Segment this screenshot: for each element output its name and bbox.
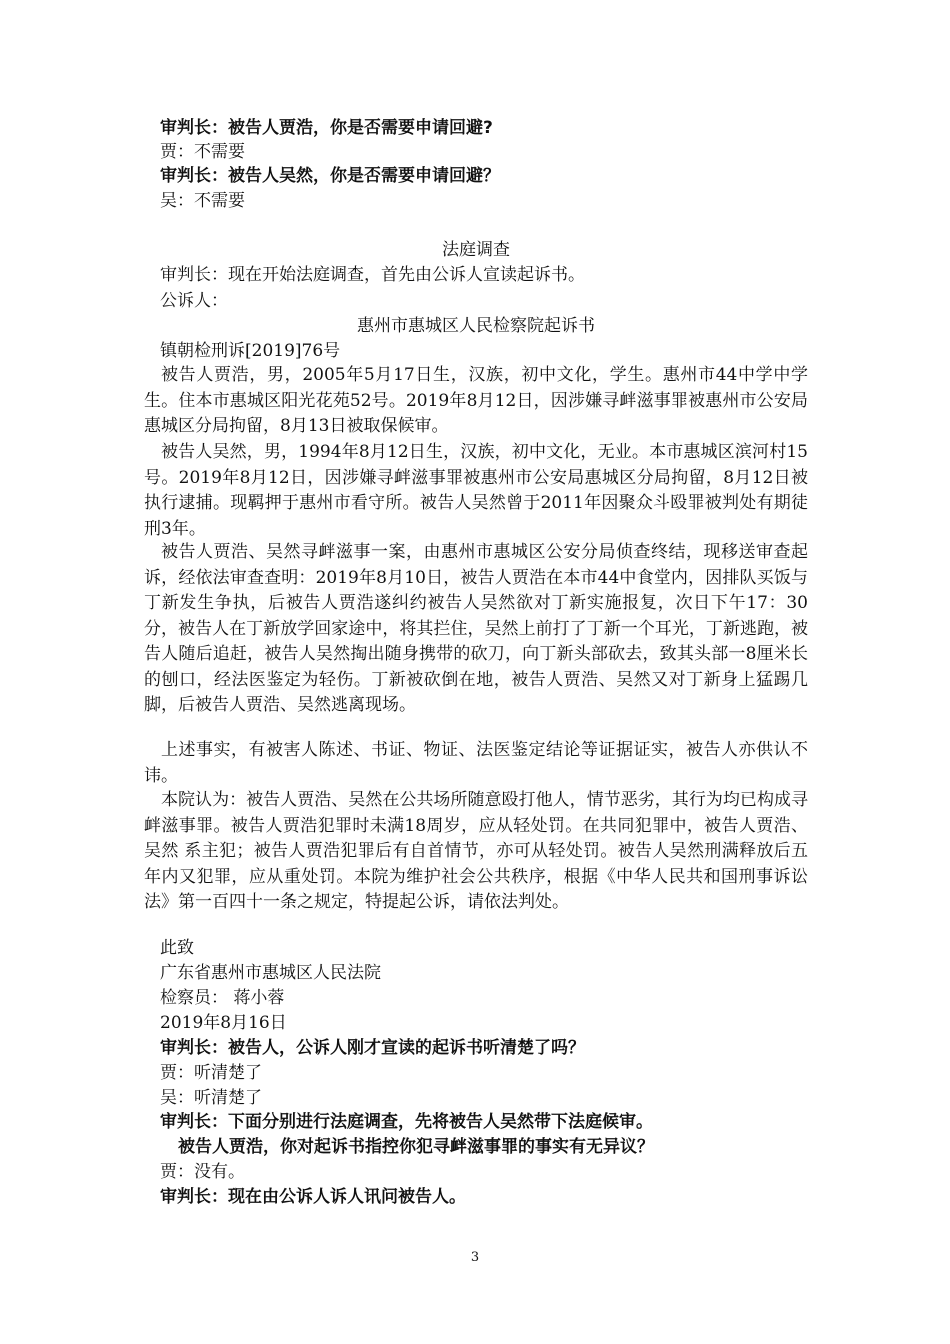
utterance: 不需要 xyxy=(194,142,245,162)
closing-line: 检察员： 蒋小蓉 xyxy=(160,988,285,1008)
utterance: 听清楚了 xyxy=(194,1063,262,1083)
dialogue-line xyxy=(160,1061,262,1085)
utterance: 被告人吴然，你是否需要申请回避？ xyxy=(228,166,500,186)
dialogue-line xyxy=(160,263,585,287)
closing-line: 广东省惠州市惠城区人民法院 xyxy=(160,963,381,983)
speaker: 审判长： xyxy=(160,265,228,285)
speaker: 审判长： xyxy=(160,118,228,138)
indictment-paragraph: 被告人贾浩、吴然寻衅滋事一案，由惠州市惠城区公安分局侦查终结，现移送审查起诉，经依法审查查明：2019年8月10日，被告人贾浩在本市44中食堂内，因排队买饭与丁新发生争执，后被告人贾浩遂纠约被告人吴然欲对丁新实施报复，次日下午17：30分，被告人在丁新放学回家途中，将其拦住，吴然上前打了丁新一个耳光，丁新逃跑，被告人随后追赶，被告人吴然掏出随身携带的砍刀，向丁新头部砍去，致其头部一8厘米长的刨口，经法医鉴定为轻伤。丁新被砍倒在地，被告人贾浩、吴然又对丁新身上猛踢几脚，后被告人贾浩、吴然逃离现场。 xyxy=(144,542,808,715)
speaker: 吴： xyxy=(160,191,194,211)
dialogue-line xyxy=(160,1160,245,1184)
closing-line: 此致 xyxy=(160,938,194,958)
dialogue-line xyxy=(160,140,245,164)
dialogue-line xyxy=(178,1135,654,1159)
indictment-paragraph: 本院认为：被告人贾浩、吴然在公共场所随意殴打他人，情节恶劣，其行为均已构成寻衅滋事罪。被告人贾浩犯罪时未满18周岁，应从轻处罚。在共同犯罪中，被告人贾浩、吴然 系主犯；被告人贾浩犯罪后有自首情节，亦可从轻处罚。被告人吴然刑满释放后五年内又犯罪，应从重处罚。本院为维护社会公共秩序，根据《中华人民共和国刑事诉讼法》第一百四十一条之规定，特提起公诉，请依法判处。 xyxy=(144,790,808,912)
speaker: 审判长： xyxy=(160,1038,228,1058)
utterance: 现在由公诉人诉人讯问被告人。 xyxy=(228,1187,466,1207)
section-title: 法庭调查 xyxy=(442,240,510,260)
dialogue-line xyxy=(160,1036,585,1060)
indictment-paragraph: 被告人吴然，男，1994年8月12日生，汉族，初中文化，无业。本市惠城区滨河村15号。2019年8月12日，因涉嫌寻衅滋事罪被惠州市公安局惠城区分局拘留，8月12日被执行逮捕。现羁押于惠州市看守所。被告人吴然曾于2011年因聚众斗殴罪被判处有期徒刑3年。 xyxy=(144,442,808,539)
utterance: 现在开始法庭调查，首先由公诉人宣读起诉书。 xyxy=(228,265,585,285)
indictment-paragraph: 上述事实，有被害人陈述、书证、物证、法医鉴定结论等证据证实，被告人亦供认不讳。 xyxy=(144,740,808,786)
utterance: 被告人贾浩，你是否需要申请回避? xyxy=(228,118,493,138)
indictment-paragraph: 被告人贾浩，男，2005年5月17日生，汉族，初中文化，学生。惠州市44中学中学生。住本市惠城区阳光花苑52号。2019年8月12日，因涉嫌寻衅滋事罪被惠州市公安局惠城区分局拘留，8月13日被取保候审。 xyxy=(144,365,808,436)
utterance: 下面分别进行法庭调查，先将被告人吴然带下法庭候审。 xyxy=(228,1112,653,1132)
utterance: 被告人贾浩，你对起诉书指控你犯寻衅滋事罪的事实有无异议？ xyxy=(178,1137,654,1157)
dialogue-line xyxy=(160,189,245,213)
speaker: 吴： xyxy=(160,1088,194,1108)
speaker: 公诉人： xyxy=(160,291,228,311)
speaker: 贾： xyxy=(160,1162,194,1182)
indictment-title: 惠州市惠城区人民检察院起诉书 xyxy=(357,316,595,336)
utterance: 不需要 xyxy=(194,191,245,211)
dialogue-line xyxy=(160,116,493,140)
speaker: 审判长： xyxy=(160,1187,228,1207)
speaker: 审判长： xyxy=(160,1112,228,1132)
case-number: 镇朝检刑诉[2019]76号 xyxy=(160,341,341,361)
dialogue-line xyxy=(160,1110,653,1134)
dialogue-line xyxy=(160,164,500,188)
dialogue-line xyxy=(160,289,228,313)
utterance: 被告人，公诉人刚才宣读的起诉书听清楚了吗？ xyxy=(228,1038,585,1058)
page-number: 3 xyxy=(470,1250,480,1265)
utterance: 听清楚了 xyxy=(194,1088,262,1108)
dialogue-line xyxy=(160,1086,262,1110)
speaker: 贾： xyxy=(160,1063,194,1083)
utterance: 没有。 xyxy=(194,1162,245,1182)
dialogue-line xyxy=(160,1185,466,1209)
closing-line: 2019年8月16日 xyxy=(160,1013,287,1033)
speaker: 贾： xyxy=(160,142,194,162)
speaker: 审判长： xyxy=(160,166,228,186)
